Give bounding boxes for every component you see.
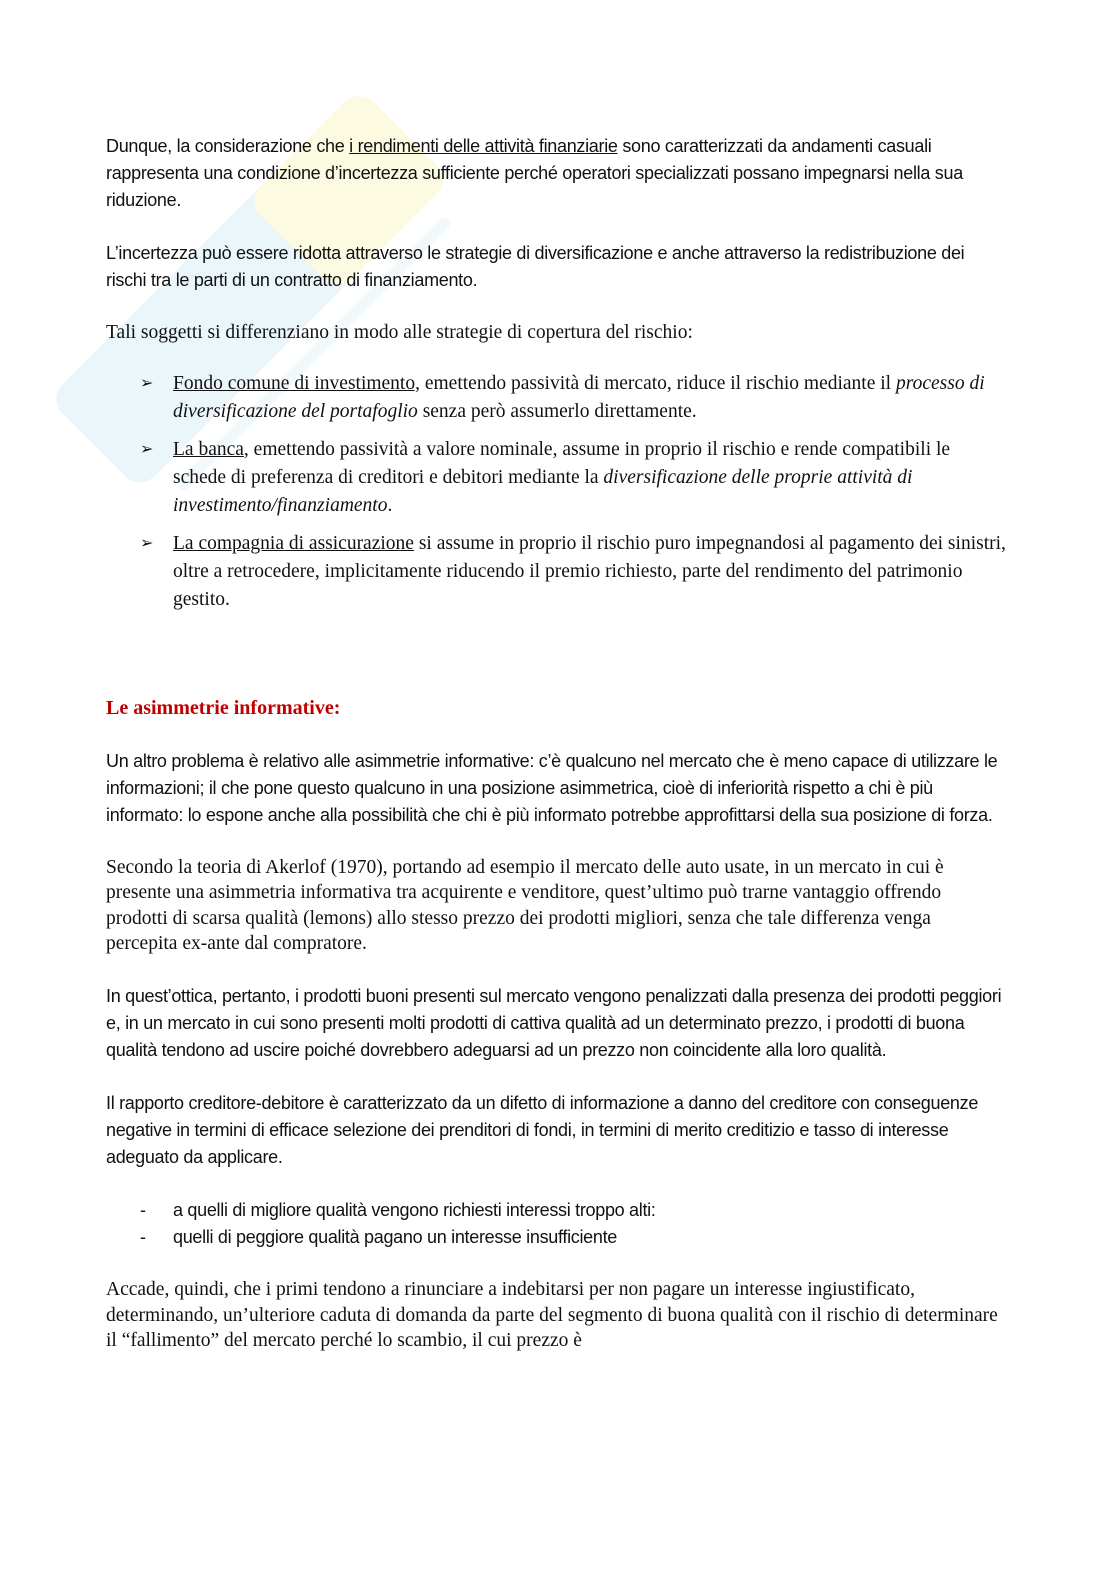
paragraph-akerlof: Secondo la teoria di Akerlof (1970), portando ad esempio il mercato delle auto usate, in un mercato in cui è presente una asimmetria informativa tra acquirente e venditore, quest’ultimo può trarne vantaggio offrendo prodotti di scarsa qualità (lemons) allo stesso prezzo dei prodotti migliori, senza che tale differenza venga percepita ex-ante dal compratore. — [106, 856, 944, 955]
paragraph-asymmetry: Un altro problema è relativo alle asimmetrie informative: c’è qualcuno nel mercato che è meno capace di utilizzare le informazioni; il che pone questo qualcuno in una posizione asimmetrica, cioè di inferiorità rispetto a chi è più informato: lo espone anche alla possibilità che chi è più informato potrebbe approfittarsi della sua posizione di forza. — [106, 750, 998, 825]
arrow-bullet-icon: ➢ — [140, 534, 154, 552]
underlined-term: i rendimenti delle attività finanziarie — [349, 136, 618, 156]
dash-bullet: - — [140, 1199, 146, 1220]
arrow-bullet-icon: ➢ — [140, 374, 154, 392]
paragraph-consequence: Accade, quindi, che i primi tendono a rinunciare a indebitarsi per non pagare un interesse ingiustificato, determinando, un’ulteriore caduta di domanda da parte del segmento di buona qualità con il rischio di determinare il “fallimento” del mercato perché lo scambio, il cui prezzo è — [106, 1278, 998, 1352]
bullet-bank: ➢ La banca, emettendo passività a valore nominale, assume in proprio il rischio e rende compatibili le schede di preferenza di creditori e debitori mediante la diversificazione delle proprie attività di investimento/finanziamento. — [140, 436, 1006, 520]
paragraph-subjects: Tali soggetti si differenziano in modo alle strategie di copertura del rischio: — [106, 322, 693, 343]
section-heading: Le asimmetrie informative: — [106, 696, 341, 719]
dash-item: - a quelli di migliore qualità vengono richiesti interessi troppo alti: — [140, 1197, 1006, 1224]
dash-item: - quelli di peggiore qualità pagano un interesse insufficiente — [140, 1224, 1006, 1251]
bullet-insurance: ➢ La compagnia di assicurazione si assume in proprio il rischio puro impegnandosi al pagamento dei sinistri, oltre a retrocedere, implicitamente riducendo il premio richiesto, parte del rendimento del patrimonio gestito. — [140, 530, 1006, 614]
paragraph-market: In quest’ottica, pertanto, i prodotti buoni presenti sul mercato vengono penalizzati dalla presenza dei prodotti peggiori e, in un mercato in cui sono presenti molti prodotti di cattiva qualità ad un determinato prezzo, i prodotti di buona qualità tendono ad uscire poiché dovrebbero adeguarsi ad un prezzo non coincidente alla loro qualità. — [106, 985, 1002, 1060]
paragraph-creditor: Il rapporto creditore-debitore è caratterizzato da un difetto di informazione a danno del creditore con conseguenze negative in termini di efficace selezione dei prenditori di fondi, in termini di merito creditizio e tasso di interesse adeguato da applicare. — [106, 1092, 979, 1167]
bullet-fund: ➢ Fondo comune di investimento, emettendo passività di mercato, riduce il rischio mediante il processo di diversificazione del portafoglio senza però assumerlo direttamente. — [140, 370, 1006, 426]
dash-bullet: - — [140, 1226, 146, 1247]
arrow-bullet-icon: ➢ — [140, 440, 154, 458]
paragraph-returns: Dunque, la considerazione che i rendimenti delle attività finanziarie sono caratterizzati da andamenti casuali rappresenta una condizione d’incertezza sufficiente perché operatori specializzati possano impegnarsi nella sua riduzione. — [106, 136, 963, 210]
paragraph-uncertainty: L’incertezza può essere ridotta attraverso le strategie di diversificazione e anche attraverso la redistribuzione dei rischi tra le parti di un contratto di finanziamento. — [106, 243, 965, 290]
